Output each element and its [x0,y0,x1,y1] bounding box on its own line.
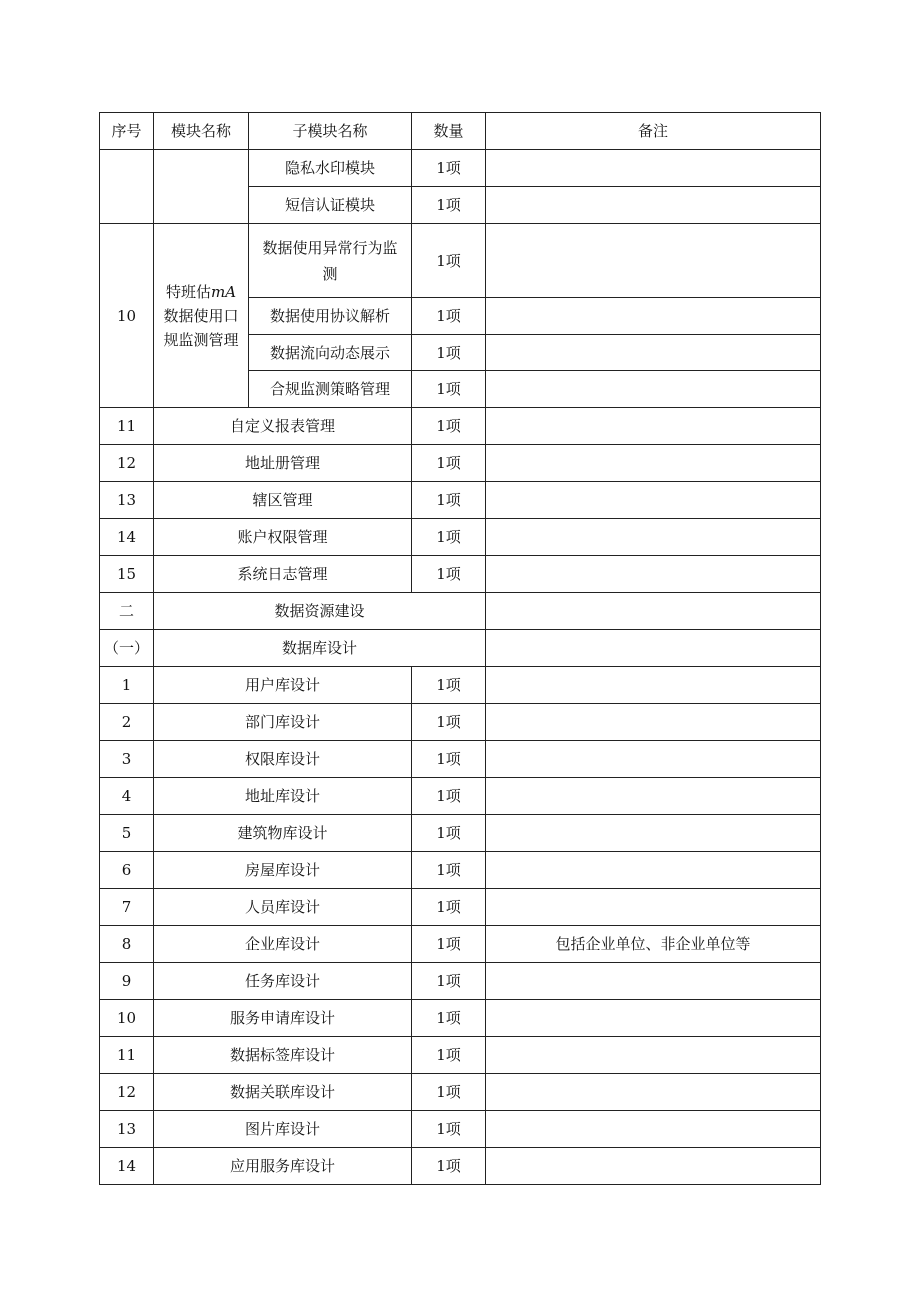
qty-cell: 1项 [412,1000,486,1037]
remark-cell [486,778,821,815]
table-row [100,778,821,815]
remark-cell [486,556,821,593]
qty-cell: 1项 [412,667,486,704]
seq-cell: 14 [100,1148,154,1185]
remark-cell [486,1037,821,1074]
table-row [100,519,821,556]
table-row [100,556,821,593]
remark-cell [486,408,821,445]
table-row [100,408,821,445]
table-row [100,224,821,298]
qty-cell: 1项 [412,1074,486,1111]
subsection-title: 数据库设计 [154,630,486,667]
qty-cell: 1项 [412,445,486,482]
module-name-cell: 地址库设计 [154,778,412,815]
module-name-cell: 部门库设计 [154,704,412,741]
table-row [100,667,821,704]
remark-cell [486,150,821,187]
remark-cell [486,593,821,630]
remark-cell [486,630,821,667]
qty-cell: 1项 [412,852,486,889]
module-name-cell: 数据关联库设计 [154,1074,412,1111]
submodule-cell: 数据流向动态展示 [249,335,412,371]
seq-cell: 12 [100,445,154,482]
qty-cell: 1项 [412,815,486,852]
module-line: 数据使用口 [163,306,239,325]
module-name-cell: 图片库设计 [154,1111,412,1148]
module-name-cell: 企业库设计 [154,926,412,963]
header-module: 模块名称 [154,113,249,150]
qty-cell: 1项 [412,889,486,926]
remark-cell [486,335,821,371]
seq-cell: 6 [100,852,154,889]
remark-cell [486,187,821,224]
qty-cell: 1项 [412,926,486,963]
seq-cell: 13 [100,1111,154,1148]
table-row [100,1111,821,1148]
remark-cell [486,482,821,519]
qty-cell: 1项 [412,963,486,1000]
table-row [100,926,821,963]
subsection-row [100,630,821,667]
remark-cell [486,667,821,704]
table-row [100,852,821,889]
module-name-cell: 辖区管理 [154,482,412,519]
qty-cell: 1项 [412,408,486,445]
qty-cell: 1项 [412,482,486,519]
section-title: 数据资源建设 [154,593,486,630]
header-seq: 序号 [100,113,154,150]
remark-cell: 包括企业单位、非企业单位等 [486,926,821,963]
remark-cell [486,371,821,408]
module-table [99,112,821,1185]
table-row [100,963,821,1000]
remark-cell [486,963,821,1000]
module-name-cell: 任务库设计 [154,963,412,1000]
remark-cell [486,1000,821,1037]
seq-cell: 4 [100,778,154,815]
seq-cell: 3 [100,741,154,778]
qty-cell: 1项 [412,556,486,593]
qty-cell: 1项 [412,704,486,741]
subsection-seq: （一） [100,630,154,667]
remark-cell [486,1074,821,1111]
table-row [100,1000,821,1037]
section-row [100,593,821,630]
qty-cell: 1项 [412,1148,486,1185]
qty-cell: 1项 [412,335,486,371]
submodule-line: 测 [322,264,338,283]
module-line-fragment: mA [210,282,237,301]
submodule-cell: 数据使用协议解析 [249,298,412,335]
qty-cell: 1项 [412,1037,486,1074]
table-row [100,889,821,926]
table-row [100,445,821,482]
table-row [100,1074,821,1111]
module-name-cell: 系统日志管理 [154,556,412,593]
section-seq: 二 [100,593,154,630]
module-cell [154,150,249,224]
module-name-cell: 人员库设计 [154,889,412,926]
module-name-cell: 地址册管理 [154,445,412,482]
seq-cell: 11 [100,1037,154,1074]
seq-cell: 10 [100,224,154,408]
remark-cell [486,889,821,926]
header-qty: 数量 [412,113,486,150]
submodule-line: 数据使用异常行为监 [262,238,398,257]
remark-cell [486,1148,821,1185]
table-row [100,741,821,778]
module-name-cell: 数据标签库设计 [154,1037,412,1074]
remark-cell [486,741,821,778]
header-remark: 备注 [486,113,821,150]
module-line: 规监测管理 [163,330,239,349]
seq-cell: 9 [100,963,154,1000]
remark-cell [486,224,821,298]
qty-cell: 1项 [412,1111,486,1148]
qty-cell: 1项 [412,519,486,556]
seq-cell [100,150,154,224]
table-row [100,1037,821,1074]
remark-cell [486,445,821,482]
module-name-cell: 账户权限管理 [154,519,412,556]
table-row [100,150,821,187]
submodule-cell [249,224,412,298]
module-name-cell: 建筑物库设计 [154,815,412,852]
qty-cell: 1项 [412,778,486,815]
remark-cell [486,519,821,556]
seq-cell: 15 [100,556,154,593]
table-row [100,815,821,852]
remark-cell [486,704,821,741]
seq-cell: 12 [100,1074,154,1111]
qty-cell: 1项 [412,187,486,224]
qty-cell: 1项 [412,298,486,335]
seq-cell: 10 [100,1000,154,1037]
header-row [100,113,821,150]
module-name-cell: 服务申请库设计 [154,1000,412,1037]
table-row [100,1148,821,1185]
qty-cell: 1项 [412,741,486,778]
seq-cell: 2 [100,704,154,741]
submodule-cell: 合规监测策略管理 [249,371,412,408]
remark-cell [486,298,821,335]
qty-cell: 1项 [412,150,486,187]
module-name-cell: 权限库设计 [154,741,412,778]
seq-cell: 8 [100,926,154,963]
module-name-cell: 用户库设计 [154,667,412,704]
module-name-cell: 自定义报表管理 [154,408,412,445]
seq-cell: 14 [100,519,154,556]
seq-cell: 7 [100,889,154,926]
table-row [100,704,821,741]
table-row [100,482,821,519]
seq-cell: 1 [100,667,154,704]
seq-cell: 13 [100,482,154,519]
seq-cell: 11 [100,408,154,445]
module-name-cell: 房屋库设计 [154,852,412,889]
module-name-cell: 应用服务库设计 [154,1148,412,1185]
remark-cell [486,852,821,889]
module-cell [154,224,249,408]
qty-cell: 1项 [412,224,486,298]
remark-cell [486,815,821,852]
remark-cell [486,1111,821,1148]
submodule-cell: 短信认证模块 [249,187,412,224]
qty-cell: 1项 [412,371,486,408]
seq-cell: 5 [100,815,154,852]
module-line: 特班估mA [165,282,237,301]
submodule-cell: 隐私水印模块 [249,150,412,187]
header-submodule: 子模块名称 [249,113,412,150]
